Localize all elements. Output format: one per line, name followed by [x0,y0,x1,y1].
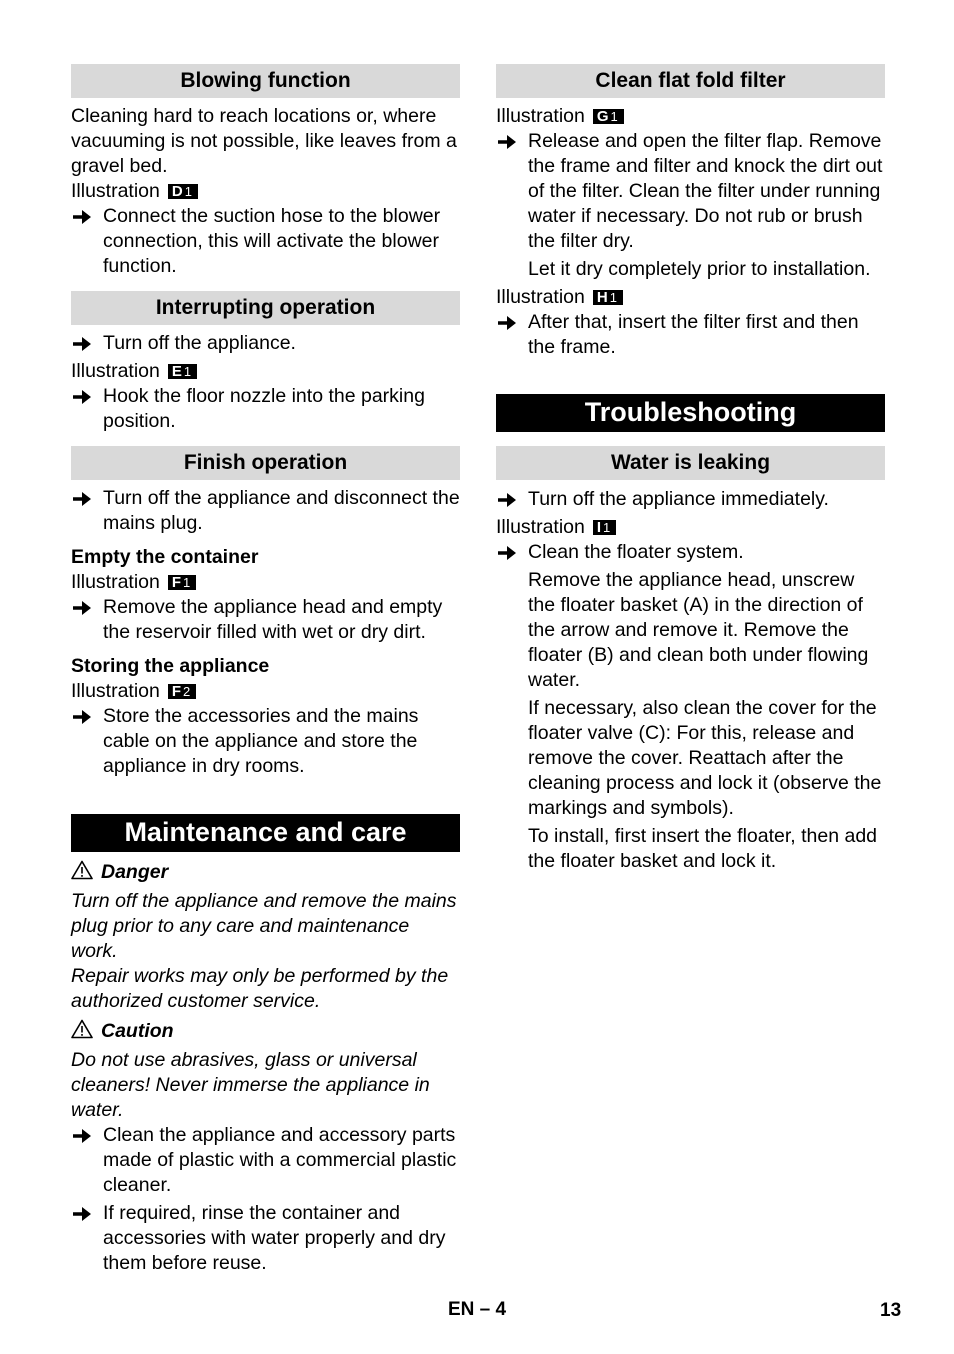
step-text: Connect the suction hose to the blower connection, this will activate the blower function. [103,205,441,277]
step-text: Store the accessories and the mains cable on the appliance and store the appliance in dry rooms. [103,705,419,777]
illustration-label: Illustration [71,180,160,202]
caution-label-text: Caution [101,1020,174,1042]
illustration-ref-h1 [496,285,885,310]
step-text: Turn off the appliance immediately. [528,488,829,510]
filter-step-1 [496,129,885,254]
arrow-right-icon [73,210,91,224]
arrow-right-icon [498,546,516,560]
illustration-ref-d1 [71,179,460,204]
badge-letter: G [596,108,611,125]
step-text: If required, rinse the container and accessories with water properly and dry them before reuse. [103,1202,446,1274]
danger-text-1: Turn off the appliance and remove the mains plug prior to any care and maintenance work. [71,890,457,962]
badge-number: 1 [603,520,613,535]
interrupting-step-1 [71,331,460,356]
arrow-right-icon [73,1129,91,1143]
blowing-step [71,204,460,279]
filter-dry-note: Let it dry completely prior to installation. [528,258,871,280]
illustration-ref-f1 [71,570,460,595]
badge-letter: I [596,519,604,536]
footer-language-page: EN – 4 [447,1299,507,1320]
page-number: 13 [880,1300,902,1321]
floater-valve-instructions: If necessary, also clean the cover for the floater valve (C): For this, release and remove the cover. Reattach after the cleaning process and lock it (observe the markings and symbols). [528,697,882,819]
illustration-badge-f1 [168,575,196,590]
right-column [496,64,885,874]
illustration-badge-h1 [593,290,623,305]
step-text: After that, insert the filter first and then the frame. [528,311,859,358]
badge-number: 1 [183,575,193,590]
illustration-label: Illustration [496,286,585,308]
arrow-right-icon [73,337,91,351]
empty-container-heading: Empty the container [71,546,259,568]
caution-text: Do not use abrasives, glass or universal cleaners! Never immerse the appliance in water. [71,1049,430,1121]
arrow-right-icon [73,492,91,506]
badge-number: 2 [183,684,193,699]
maintenance-care-heading: Maintenance and care [71,814,460,852]
illustration-ref-g1 [496,104,885,129]
danger-warning-label [71,860,460,885]
interrupting-step-2 [71,384,460,434]
badge-letter: F [171,574,184,591]
arrow-right-icon [73,1207,91,1221]
badge-number: 1 [184,184,194,199]
danger-label-text: Danger [101,861,169,883]
illustration-badge-e1 [168,364,197,379]
warning-triangle-icon [71,1019,93,1039]
illustration-badge-g1 [593,109,624,124]
illustration-badge-f2 [168,684,196,699]
empty-container-step [71,595,460,645]
filter-step-2 [496,310,885,360]
water-leaking-heading: Water is leaking [496,446,885,480]
badge-number: 1 [610,109,620,124]
illustration-ref-i1 [496,515,885,540]
step-text: Turn off the appliance. [103,332,296,354]
finish-step [71,486,460,536]
storing-appliance-heading: Storing the appliance [71,655,270,677]
illustration-label: Illustration [496,516,585,538]
install-instructions: To install, first insert the floater, then add the floater basket and lock it. [528,825,878,872]
badge-letter: E [171,363,184,380]
step-text: Release and open the filter flap. Remove the frame and filter and knock the dirt out of the filter. Clean the filter under running water if necessary. Do not rub or brush the filter dry. [528,130,883,252]
badge-number: 1 [183,364,194,379]
clean-filter-heading: Clean flat fold filter [496,64,885,98]
badge-letter: F [171,683,184,700]
warning-triangle-icon [71,860,93,880]
troubleshooting-heading: Troubleshooting [496,394,885,432]
arrow-right-icon [498,135,516,149]
illustration-ref-f2 [71,679,460,704]
maintenance-step-2 [71,1201,460,1276]
arrow-right-icon [498,493,516,507]
step-text: Clean the appliance and accessory parts made of plastic with a commercial plastic cleaner. [103,1124,457,1196]
step-text: Clean the floater system. [528,541,744,563]
arrow-right-icon [498,316,516,330]
illustration-label: Illustration [496,105,585,127]
caution-warning-label [71,1019,460,1044]
arrow-right-icon [73,601,91,615]
blowing-description: Cleaning hard to reach locations or, where vacuuming is not possible, like leaves from a gravel bed. [71,105,457,177]
floater-instructions: Remove the appliance head, unscrew the floater basket (A) in the direction of the arrow and remove it. Remove the floater (B) and clean both under flowing water. [528,569,869,691]
left-column [71,64,460,1276]
step-text: Remove the appliance head and empty the reservoir filled with wet or dry dirt. [103,596,443,643]
illustration-ref-e1 [71,359,460,384]
step-text: Turn off the appliance and disconnect the mains plug. [103,487,460,534]
badge-letter: D [171,183,185,200]
maintenance-step-1 [71,1123,460,1198]
storing-step [71,704,460,779]
illustration-label: Illustration [71,571,160,593]
badge-number: 1 [609,290,619,305]
step-text: Hook the floor nozzle into the parking position. [103,385,425,432]
illustration-label: Illustration [71,360,160,382]
illustration-badge-i1 [593,520,616,535]
badge-letter: H [596,289,610,306]
finish-operation-heading: Finish operation [71,446,460,480]
arrow-right-icon [73,710,91,724]
illustration-label: Illustration [71,680,160,702]
blowing-function-heading: Blowing function [71,64,460,98]
leak-step-2 [496,540,885,565]
interrupting-operation-heading: Interrupting operation [71,291,460,325]
arrow-right-icon [73,390,91,404]
leak-step-1 [496,487,885,512]
danger-text-2: Repair works may only be performed by the authorized customer service. [71,965,449,1012]
illustration-badge-d1 [168,184,198,199]
